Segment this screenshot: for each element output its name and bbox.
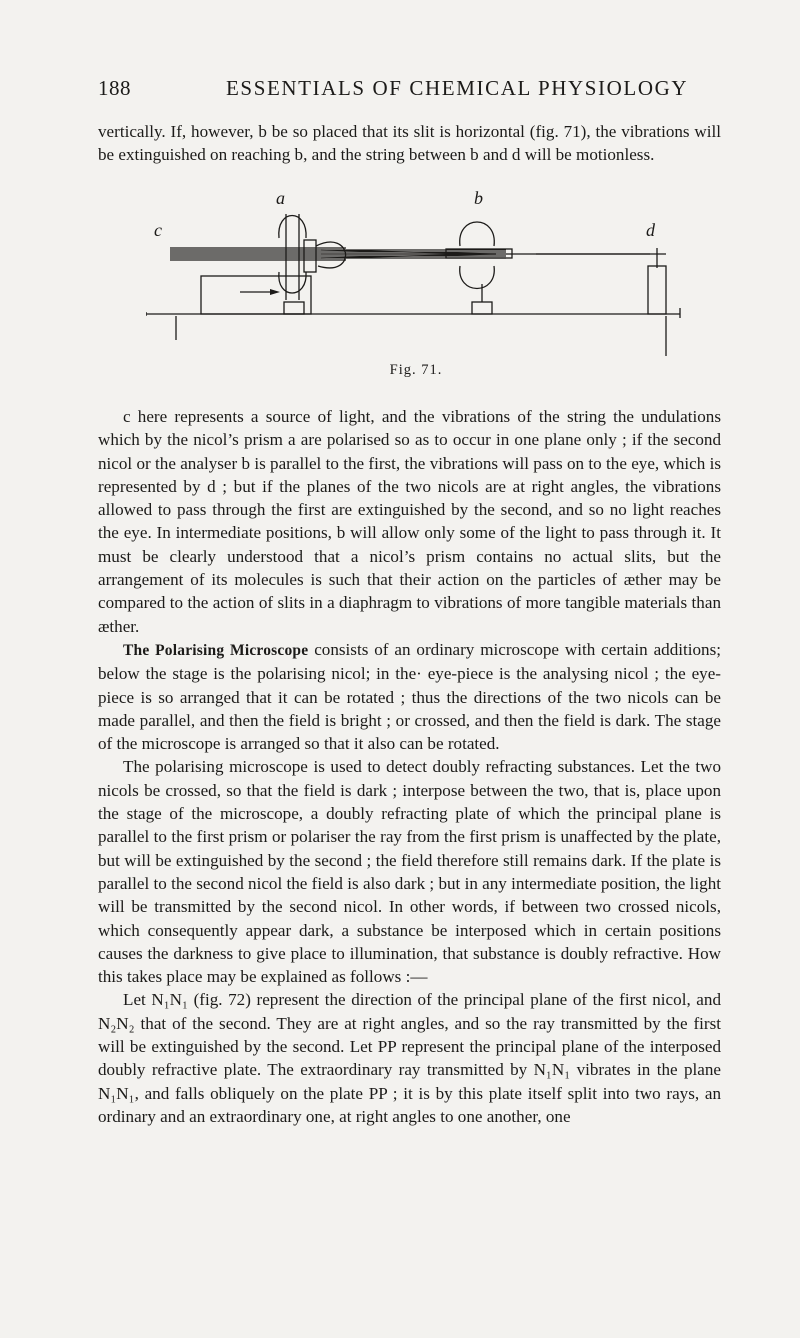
slit-b-bottom [460,266,495,289]
text-block-top [98,120,721,167]
ring-a [316,242,346,268]
paragraph-light-source: c here represents a source of light, and the vibrations of the string the undulations which by the nicol’s prism a are polarised so as to occur in one plane only ; if the second nicol or the analyser b is parallel to the first, the vibrations will pass on to the eye, which is represented by d ; but if the planes of the two nicols are at right angles, the vibrations allowed to pass through the first are extinguished by the second, and so no light reaches the eye. In intermediate positions, b will allow only some of the light to pass through it. It must be clearly understood that a nicol’s prism contains no actual slits, but the arrangement of its molecules is such that their action on the particles of æther may be compared to the action of slits in a diaphragm to vibrations of more tangible materials than æther. [98,407,721,636]
page-header [98,76,720,106]
source-base [201,276,311,314]
label-c: c [154,220,162,240]
label-d: d [646,220,655,240]
paragraph-polarising-microscope-body: consists of an ordinary microscope with certain additions; below the stage is the polarising nicol; in the· eye-piece is the analysing nicol ; the eye-piece is so arranged that it can be rotated ; thus the directions of the two nicols can be made parallel, and then the field is bright ; or crossed, and then the field is dark. The stage of the microscope is arranged so that it also can be rotated. [98,639,721,754]
running-head: ESSENTIALS OF CHEMICAL PHYSIOLOGY [226,76,689,100]
foot-a [284,302,304,314]
direction-arrow-head [270,289,280,295]
page-number: 188 [98,76,131,100]
polarisation-diagram [146,188,686,356]
post-d [648,266,666,314]
slit-a-bottom [279,272,306,293]
paragraph-continuation: vertically. If, however, b be so placed that its slit is horizontal (fig. 71), the vibrations will be extinguished on reaching b, and the string between b and d will be motionless. [98,122,721,165]
figure-71 [146,188,686,380]
label-b: b [474,188,483,208]
slit-a-top [279,216,306,239]
text-block-main [98,405,721,1128]
paragraph-principal-plane: Let N₁N₁ (fig. 72) represent the direction of the principal plane of the first nicol, and N₂N₂ that of the second. They are at right angles, and so the ray transmitted by the first will be extinguished by the second. Let PP represent the principal plane of the interposed doubly refractive plate. The extraordinary ray transmitted by N₁N₁ vibrates in the plane N₁N₁, and falls obliquely on the plate PP ; it is by this plate itself split into two rays, an ordinary and an extraordinary one, at right angles to one another, one [98,990,721,1126]
section-heading-polarising-microscope: The Polarising Microscope [123,641,309,659]
foot-b [472,302,492,314]
slit-b-top [460,222,495,246]
label-a: a [276,188,285,208]
figure-caption: Fig. 71. [389,362,443,378]
paragraph-detect-doubly-refracting: The polarising microscope is used to detect doubly refracting substances. Let the two nicols be crossed, so that the field is dark ; interpose between the two, that is, place upon the stage of the microscope, a doubly refracting plate of which the principal plane is parallel to the first prism or polariser the ray from the first prism is unaffected by the plate, but will be extinguished by the second ; the field therefore still remains dark. If the plate is parallel to the second nicol the field is also dark ; but in any intermediate position, the light will be transmitted by the second nicol. In other words, if between two crossed nicols, which consequently appear dark, a substance be interposed which in certain positions causes the darkness to give place to illumination, that substance is doubly refractive. How this takes place may be explained as follows :— [98,757,721,987]
paragraph-polarising-microscope [98,638,721,755]
